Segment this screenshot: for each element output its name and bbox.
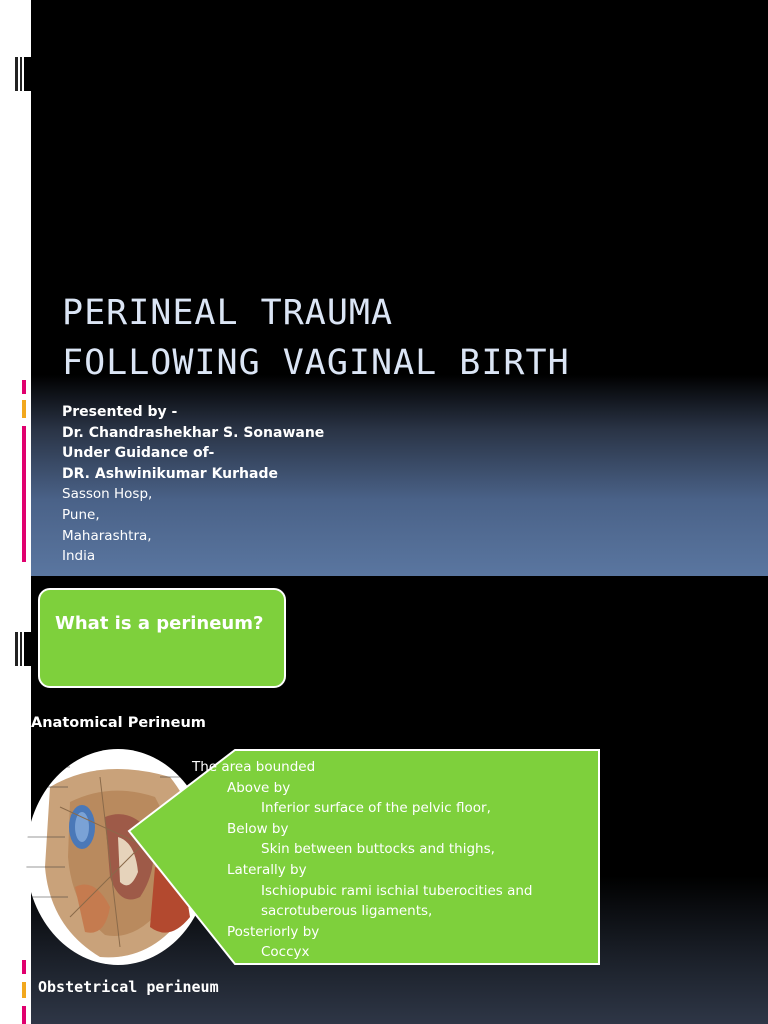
slide-title — [62, 288, 570, 388]
presenter-info — [62, 402, 324, 567]
location-line: India — [62, 548, 96, 565]
slide-marker-icon — [15, 632, 35, 666]
callout-line: Skin between buttocks and thighs, — [261, 841, 495, 858]
callout-line: Ischiopubic rami ischial tuberocities and — [261, 882, 533, 899]
guide-name: DR. Ashwinikumar Kurhade — [62, 465, 278, 482]
callout-line: Posteriorly by — [227, 923, 320, 940]
accent-bar-icon — [20, 380, 28, 570]
anatomical-perineum-label: Anatomical Perineum — [31, 715, 206, 731]
location-line: Maharashtra, — [62, 527, 152, 544]
location-line: Pune, — [62, 506, 100, 523]
callout-text — [192, 757, 533, 963]
question-text: What is a perineum? — [55, 613, 264, 634]
content-slide — [0, 576, 768, 1024]
question-box — [38, 588, 286, 688]
callout-line: Above by — [227, 779, 291, 796]
title-line-2: FOLLOWING VAGINAL BIRTH — [62, 343, 570, 383]
callout-line: Below by — [227, 820, 289, 837]
callout-line: Laterally by — [227, 861, 307, 878]
presented-by-label: Presented by - — [62, 404, 178, 420]
callout-line: Coccyx — [261, 944, 310, 961]
presenter-name: Dr. Chandrashekhar S. Sonawane — [62, 424, 325, 441]
guidance-label: Under Guidance of- — [62, 445, 215, 462]
callout-line: Inferior surface of the pelvic floor, — [261, 800, 491, 817]
obstetrical-perineum-label: Obstetrical perineum — [38, 978, 219, 996]
callout-line: sacrotuberous ligaments, — [261, 903, 433, 920]
accent-bar-icon — [20, 960, 28, 1024]
location-line: Sasson Hosp, — [62, 486, 153, 503]
slide-marker-icon — [15, 57, 35, 91]
callout-line: The area bounded — [192, 759, 316, 775]
title-line-1: PERINEAL TRAUMA — [62, 293, 394, 333]
